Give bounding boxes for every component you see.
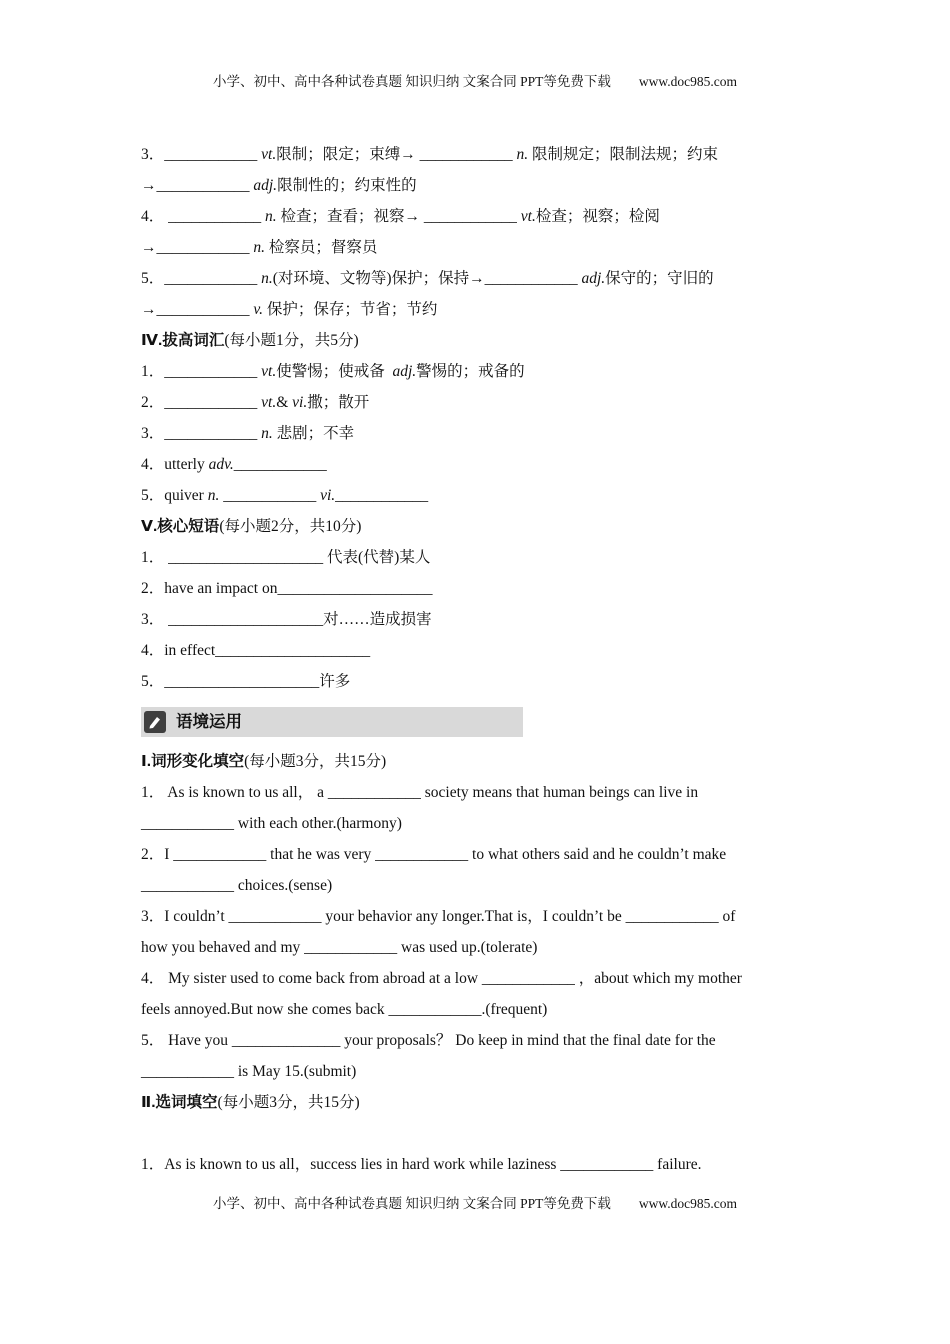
- text-run: ____________ choices.(sense): [141, 877, 333, 894]
- text-run: 3．I couldn’t ____________ your behavior any longer.That is，I couldn’t be ____________ of: [141, 908, 736, 925]
- pos-abbreviation: vt.: [261, 363, 277, 380]
- footer-url: www.doc985.com: [638, 1196, 737, 1211]
- text-run: 4． ____________: [141, 208, 266, 225]
- page-footer: [0, 1192, 950, 1212]
- text-line: [141, 1025, 815, 1056]
- text-run: 警惕的；戒备的: [416, 363, 525, 380]
- text-line: [141, 963, 815, 994]
- text-line: [141, 418, 815, 449]
- text-line: [141, 573, 815, 604]
- text-run: ____________ with each other.(harmony): [141, 815, 402, 832]
- header-text: 小学、初中、高中各种试卷真题 知识归纳 文案合同 PPT等免费下载: [213, 74, 611, 89]
- pos-abbreviation: vt.: [261, 394, 277, 411]
- pos-abbreviation: vi.: [320, 487, 336, 504]
- text-run: ____________: [233, 456, 327, 473]
- heading-text: Ⅰ.词形变化填空: [141, 753, 245, 770]
- text-run: (每小题1分，共5分): [224, 332, 359, 349]
- text-line: [141, 1149, 815, 1180]
- text-run: 2．I ____________ that he was very ____________ to what others said and he couldn’t make: [141, 846, 727, 863]
- text-run: 1．As is known to us all，success lies in hard work while laziness ____________ failure.: [141, 1156, 702, 1173]
- text-line: [141, 480, 815, 511]
- text-run: 检察员；督察员: [265, 239, 378, 256]
- text-line: [141, 994, 815, 1025]
- text-run: 5．quiver: [141, 487, 208, 504]
- pos-abbreviation: n.: [261, 270, 273, 287]
- text-line: [141, 604, 815, 635]
- text-line: [141, 356, 815, 387]
- pos-abbreviation: adj.: [581, 270, 606, 287]
- document-content: [141, 139, 815, 1180]
- pos-abbreviation: vt.: [520, 208, 536, 225]
- section-heading: [141, 511, 815, 542]
- text-run: 限制；限定；束缚→ ____________: [276, 146, 517, 163]
- section-bar: [141, 707, 523, 737]
- section-heading: [141, 325, 815, 356]
- heading-text: Ⅳ.拔高词汇: [141, 332, 225, 349]
- pos-abbreviation: n.: [207, 487, 220, 504]
- text-run: 1．____________: [141, 363, 262, 380]
- blank-line: [141, 1118, 815, 1149]
- text-run: 3．____________: [141, 425, 262, 442]
- section-bar-label: 语境运用: [176, 712, 242, 731]
- text-run: 检查；视察；检阅: [535, 208, 660, 225]
- text-run: 3．____________: [141, 146, 262, 163]
- text-line: [141, 839, 815, 870]
- text-line: [141, 232, 815, 263]
- text-run: 检查；查看；视察→ ____________: [276, 208, 521, 225]
- text-run: →____________: [141, 177, 254, 194]
- text-line: [141, 808, 815, 839]
- content-top: [141, 139, 815, 697]
- workbook-icon: [144, 711, 166, 733]
- text-line: [141, 777, 815, 808]
- text-run: 2．____________: [141, 394, 262, 411]
- header-url: www.doc985.com: [638, 74, 737, 89]
- text-run: how you behaved and my ____________ was used up.(tolerate): [141, 939, 538, 956]
- text-run: ____________: [335, 487, 429, 504]
- text-line: [141, 201, 815, 232]
- text-line: [141, 901, 815, 932]
- text-run: 4．utterly: [141, 456, 209, 473]
- text-run: 保守的；守旧的: [605, 270, 714, 287]
- text-line: [141, 263, 815, 294]
- section-heading: [141, 1087, 815, 1118]
- text-line: [141, 294, 815, 325]
- text-line: [141, 635, 815, 666]
- text-line: [141, 387, 815, 418]
- pos-abbreviation: n.: [261, 425, 273, 442]
- text-run: 1． ____________________ 代表(代替)某人: [141, 549, 431, 566]
- heading-text: Ⅴ.核心短语: [141, 518, 220, 535]
- text-run: ____________: [219, 487, 321, 504]
- text-run: 1． As is known to us all， a ____________ society means that human beings can live in: [141, 784, 699, 801]
- page-header: [0, 70, 950, 90]
- text-run: 3． ____________________对……造成损害: [141, 611, 432, 628]
- text-run: ____________ is May 15.(submit): [141, 1063, 357, 1080]
- text-line: [141, 139, 815, 170]
- pos-abbreviation: adj.: [392, 363, 417, 380]
- pos-abbreviation: vi.: [292, 394, 308, 411]
- text-run: &: [276, 394, 293, 411]
- text-line: [141, 449, 815, 480]
- text-line: [141, 1056, 815, 1087]
- text-run: 4．in effect____________________: [141, 642, 371, 659]
- pos-abbreviation: n.: [265, 208, 277, 225]
- text-run: (每小题3分，共15分): [244, 753, 387, 770]
- pos-abbreviation: adj.: [253, 177, 278, 194]
- text-run: →____________: [141, 239, 254, 256]
- text-run: 2．have an impact on____________________: [141, 580, 433, 597]
- text-run: (每小题3分，共15分): [217, 1094, 360, 1111]
- text-run: 5．____________________许多: [141, 673, 351, 690]
- text-run: →____________: [141, 301, 254, 318]
- content-bottom: [141, 746, 815, 1180]
- section-heading: [141, 746, 815, 777]
- pos-abbreviation: adv.: [208, 456, 234, 473]
- text-run: 限制规定；限制法规；约束: [528, 146, 718, 163]
- text-run: 使警惕；使戒备: [276, 363, 393, 380]
- text-run: 5．____________: [141, 270, 262, 287]
- pos-abbreviation: v.: [253, 301, 263, 318]
- text-run: (对环境、文物等)保护；保持→____________: [272, 270, 582, 287]
- text-line: [141, 870, 815, 901]
- text-run: 限制性的；约束性的: [277, 177, 417, 194]
- text-run: 撒；散开: [307, 394, 370, 411]
- pos-abbreviation: n.: [253, 239, 265, 256]
- text-run: feels annoyed.But now she comes back ____________.(frequent): [141, 1001, 548, 1018]
- text-run: 5． Have you ______________ your proposals？ Do keep in mind that the final date for the: [141, 1032, 716, 1049]
- text-run: 4． My sister used to come back from abroad at a low ____________ ，about which my mother: [141, 970, 742, 987]
- text-line: [141, 932, 815, 963]
- footer-text: 小学、初中、高中各种试卷真题 知识归纳 文案合同 PPT等免费下载: [213, 1196, 611, 1211]
- text-run: (每小题2分，共10分): [219, 518, 362, 535]
- text-line: [141, 542, 815, 573]
- text-line: [141, 666, 815, 697]
- text-run: 悲剧；不幸: [272, 425, 355, 442]
- pos-abbreviation: vt.: [261, 146, 277, 163]
- pos-abbreviation: n.: [516, 146, 529, 163]
- heading-text: Ⅱ.选词填空: [141, 1094, 218, 1111]
- text-line: [141, 170, 815, 201]
- text-run: 保护；保存；节省；节约: [262, 301, 438, 318]
